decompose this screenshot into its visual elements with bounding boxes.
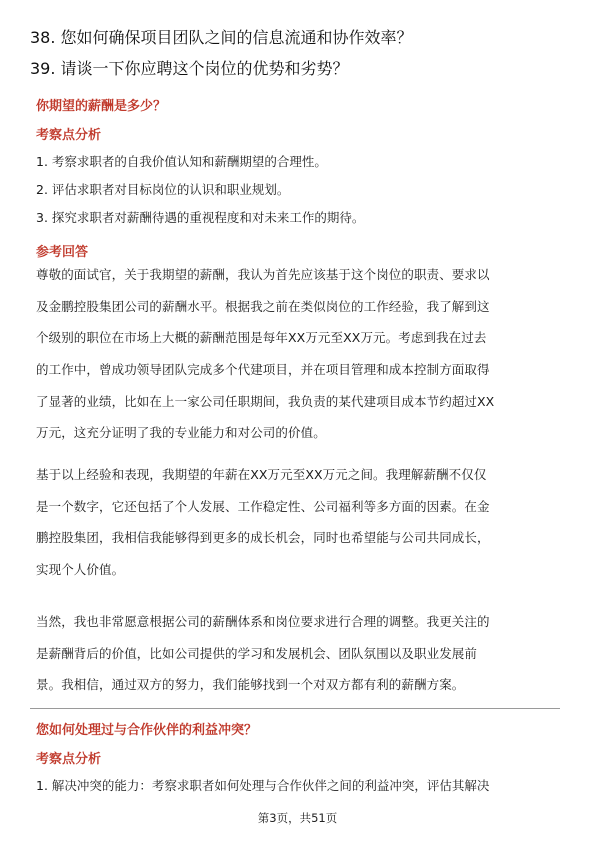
- paragraph-line: 万元，这充分证明了我的专业能力和对公司的价值。: [36, 425, 326, 441]
- page-number: 第3页，共51页: [257, 811, 338, 825]
- paragraph-line: 基于以上经验和表现，我期望的年薪在XX万元至XX万元之间。我理解薪酬不仅仅: [36, 467, 487, 482]
- analysis-item-2: 2. 评估求职者对目标岗位的认识和职业规划。: [36, 182, 290, 197]
- paragraph-line: 是薪酬背后的价值，比如公司提供的学习和发展机会、团队氛围以及职业发展前: [36, 645, 478, 661]
- paragraph-line: 个级别的职位在市场上大概的薪酬范围是每年XX万元至XX万元。考虑到我在过去: [36, 330, 487, 346]
- paragraph-line: 鹏控股集团，我相信我能够得到更多的成长机会，同时也希望能与公司共同成长，: [36, 530, 490, 546]
- analysis-item-conflict-1: 1. 解决冲突的能力：考察求职者如何处理与合作伙伴之间的利益冲突，评估其解决: [36, 778, 490, 793]
- paragraph-line: 当然，我也非常愿意根据公司的薪酬体系和岗位要求进行合理的调整。我更关注的: [36, 614, 490, 629]
- section-title-conflict: 您如何处理过与合作伙伴的利益冲突？: [36, 723, 258, 738]
- analysis-title-2: 考察点分析: [36, 752, 102, 767]
- paragraph-line: 及金鹏控股集团公司的薪酬水平。根据我之前在类似岗位的工作经验，我了解到这: [36, 298, 490, 314]
- analysis-item-3: 3. 探究求职者对薪酬待遇的重视程度和对未来工作的期待。: [36, 210, 365, 225]
- section-title-salary: 你期望的薪酬是多少？: [36, 99, 167, 114]
- paragraph-line: 尊敬的面试官，关于我期望的薪酬，我认为首先应该基于这个岗位的职责、要求以: [36, 267, 490, 282]
- answer-paragraph-2: [36, 465, 564, 592]
- section-divider: [30, 708, 560, 709]
- question-38: 38. 您如何确保项目团队之间的信息流通和协作效率？: [30, 28, 413, 47]
- analysis-title: 考察点分析: [36, 128, 102, 143]
- paragraph-line: 了显著的业绩，比如在上一家公司任职期间，我负责的某代建项目成本节约超过XX: [36, 393, 495, 409]
- paragraph-line: 实现个人价值。: [36, 562, 125, 578]
- answer-title: 参考回答: [36, 245, 89, 260]
- paragraph-line: 景。我相信，通过双方的努力，我们能够找到一个对双方都有利的薪酬方案。: [36, 677, 465, 693]
- question-39: 39. 请谈一下你应聘这个岗位的优势和劣势？: [30, 59, 349, 78]
- paragraph-line: 是一个数字，它还包括了个人发展、工作稳定性、公司福利等多方面的因素。在金: [36, 498, 490, 514]
- answer-paragraph-3: [36, 612, 564, 707]
- analysis-item-1: 1. 考察求职者的自我价值认知和薪酬期望的合理性。: [36, 154, 327, 169]
- paragraph-line: 的工作中，曾成功领导团队完成多个代建项目，并在项目管理和成本控制方面取得: [36, 362, 490, 378]
- answer-paragraph-1: [36, 265, 564, 455]
